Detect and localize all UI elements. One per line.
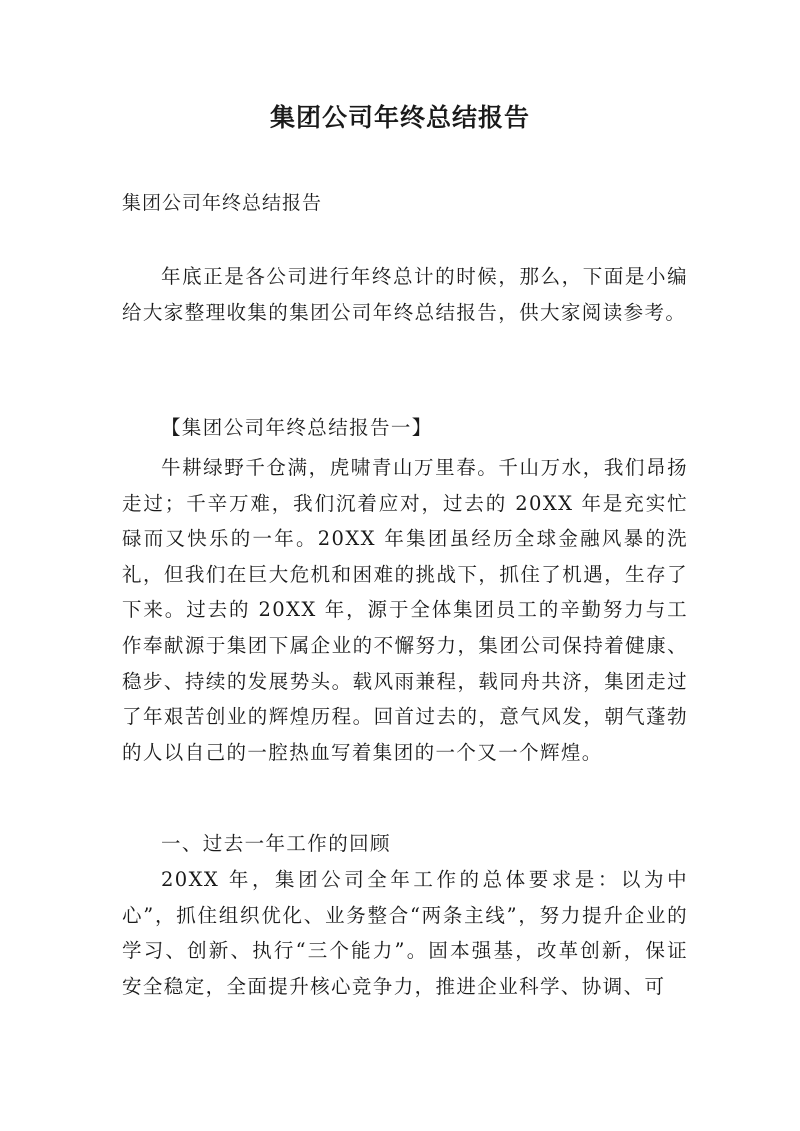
intro-paragraph: 年底正是各公司进行年终总计的时候，那么，下面是小编给大家整理收集的集团公司年终总结报告，供大家阅读参考。	[122, 265, 688, 324]
section-title: 【集团公司年终总结报告一】	[161, 416, 433, 439]
document-title: 集团公司年终总结报告	[269, 103, 530, 132]
body-paragraph-1: 牛耕绿野千仓满，虎啸青山万里春。千山万水，我们昂扬走过；千辛万难，我们沉着应对，过去的 20XX 年是充实忙碌而又快乐的一年。20XX 年集团虽经历全球金融风暴的洗礼，但我们在巨大危机和困难的挑战下，抓住了机遇，生存了下来。过去的 20XX 年，源于全体集团员工的辛勤努力与工作奉献源于集团下属企业的不懈努力，集团公司保持着健康、稳步、持续的发展势头。载风雨兼程，载同舟共济，集团走过了年艰苦创业的辉煌历程。回首过去的，意气风发，朝气蓬勃的人以自己的一腔热血写着集团的一个又一个辉煌。	[122, 456, 688, 764]
body-paragraph-2: 20XX 年，集团公司全年工作的总体要求是：以为中心”，抓住组织优化、业务整合“两条主线”，努力提升企业的学习、创新、执行“三个能力”。固本强基，改革创新，保证安全稳定，全面提升核心竞争力，推进企业科学、协调、可	[122, 868, 688, 998]
section-heading-1: 一、过去一年工作的回顾	[161, 832, 391, 855]
document-subtitle: 集团公司年终总结报告	[122, 192, 323, 214]
